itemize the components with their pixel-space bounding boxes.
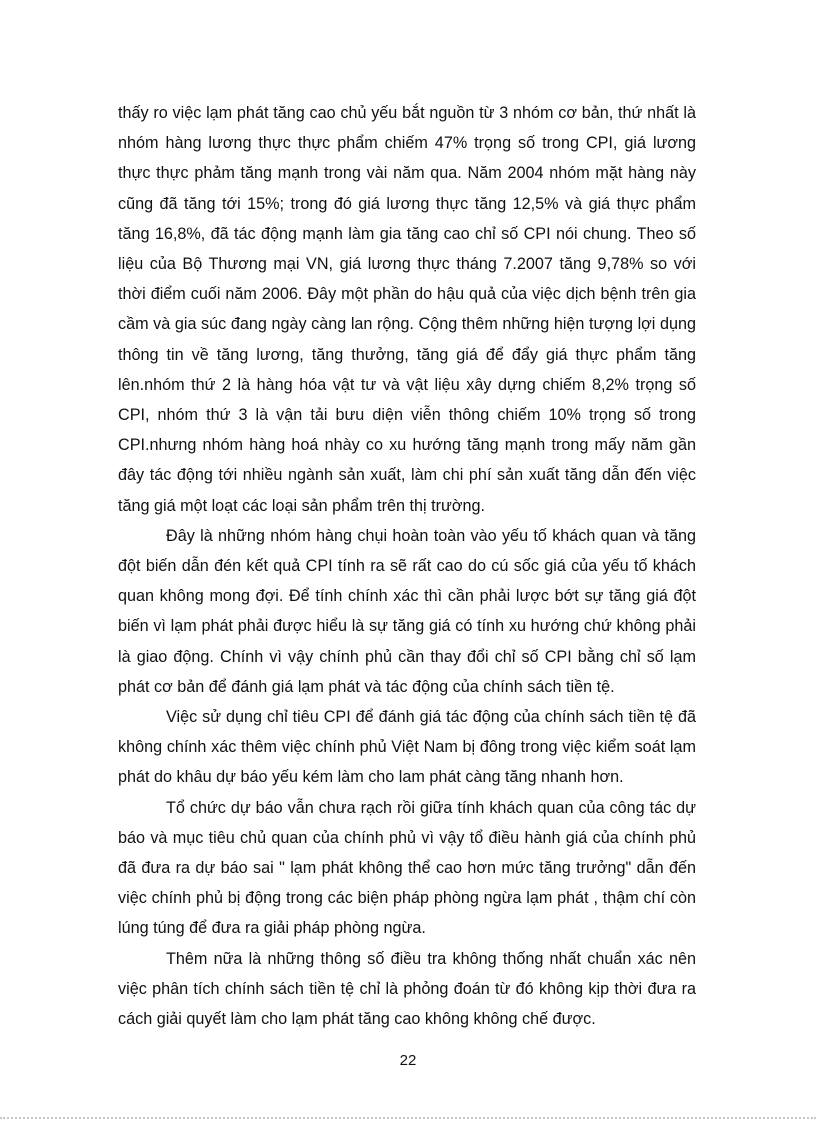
paragraph-exogenous-shocks: Đây là những nhóm hàng chụi hoàn toàn vào yếu tố khách quan và tăng đột biến dẫn đén kết quả CPI tính ra sẽ rất cao do cú sốc giá của yếu tố khách quan không mong đợi. Để tính chính xác thì cần phải lược bớt sự tăng giá đột biến vì lạm phát phải được hiểu là sự tăng giá có tính xu hướng chứ không phải là giao động. Chính vì vậy chính phủ cần thay đổi chỉ số CPI bằng chỉ số lạm phát cơ bản để đánh giá lạm phát và tác động của chính sách tiền tệ. xyxy=(118,526,696,696)
paragraph-survey-data: Thêm nữa là những thông số điều tra không thống nhất chuẩn xác nên việc phân tích chính sách tiền tệ chỉ là phỏng đoán từ đó không kịp thời đưa ra cách giải quyết làm cho lạm phát tăng cao không không chế được. xyxy=(118,949,696,1029)
paragraph-forecasting: Tổ chức dự báo vẫn chưa rạch rồi giữa tính khách quan của công tác dự báo và mục tiêu chủ quan của chính phủ vì vậy tổ điều hành giá của chính phủ đã đưa ra dự báo sai " lạm phát không thể cao hơn mức tăng trưởng" dẫn đến việc chính phủ bị động trong các biện pháp phòng ngừa lạm phát , thậm chí còn lúng túng để đưa ra giải pháp phòng ngừa. xyxy=(118,798,696,938)
body-text xyxy=(118,98,696,1034)
page-bottom-border xyxy=(0,1117,816,1119)
paragraph-cpi-indicator: Việc sử dụng chỉ tiêu CPI để đánh giá tác động của chính sách tiền tệ đã không chính xác thêm việc chính phủ Việt Nam bị đông trong việc kiểm soát lạm phát do khâu dự báo yếu kém làm cho lam phát càng tăng nhanh hơn. xyxy=(118,708,696,787)
page-number: 22 xyxy=(399,1052,417,1069)
paragraph-inflation-sources: thấy ro việc lạm phát tăng cao chủ yếu bắt nguồn từ 3 nhóm cơ bản, thứ nhất là nhóm hàng lương thực thực phẩm chiếm 47% trọng số trong CPI, giá lương thực thực phảm tăng mạnh trong vài năm qua. Năm 2004 nhóm mặt hàng này cũng đã tăng tới 15%; trong đó giá lương thực tăng 12,5% và giá thực phẩm tăng 16,8%, đã tác động mạnh làm gia tăng cao chỉ số CPI nói chung. Theo số liệu của Bộ Thương mại VN, giá lương thực tháng 7.2007 tăng 9,78% so với thời điểm cuối năm 2006. Đây một phần do hậu quả của việc dịch bệnh trên gia cầm và gia súc đang ngày càng lan rộng. Cộng thêm những hiện tượng lợi dụng thông tin về tăng lương, tăng thưởng, tăng giá để đẩy giá thực phẩm tăng lên.nhóm thứ 2 là hàng hóa vật tư và vật liệu xây dựng chiếm 8,2% trọng số CPI, nhóm thứ 3 là vận tải bưu diện viễn thông chiếm 10% trọng số trong CPI.nhưng nhóm hàng hoá nhày co xu hướng tăng mạnh trong mấy năm gần đây tác động tới nhiều ngành sản xuất, làm chi phí sản xuất tăng dẫn đến việc tăng giá một loạt các loại sản phẩm trên thị trường. xyxy=(118,104,696,515)
